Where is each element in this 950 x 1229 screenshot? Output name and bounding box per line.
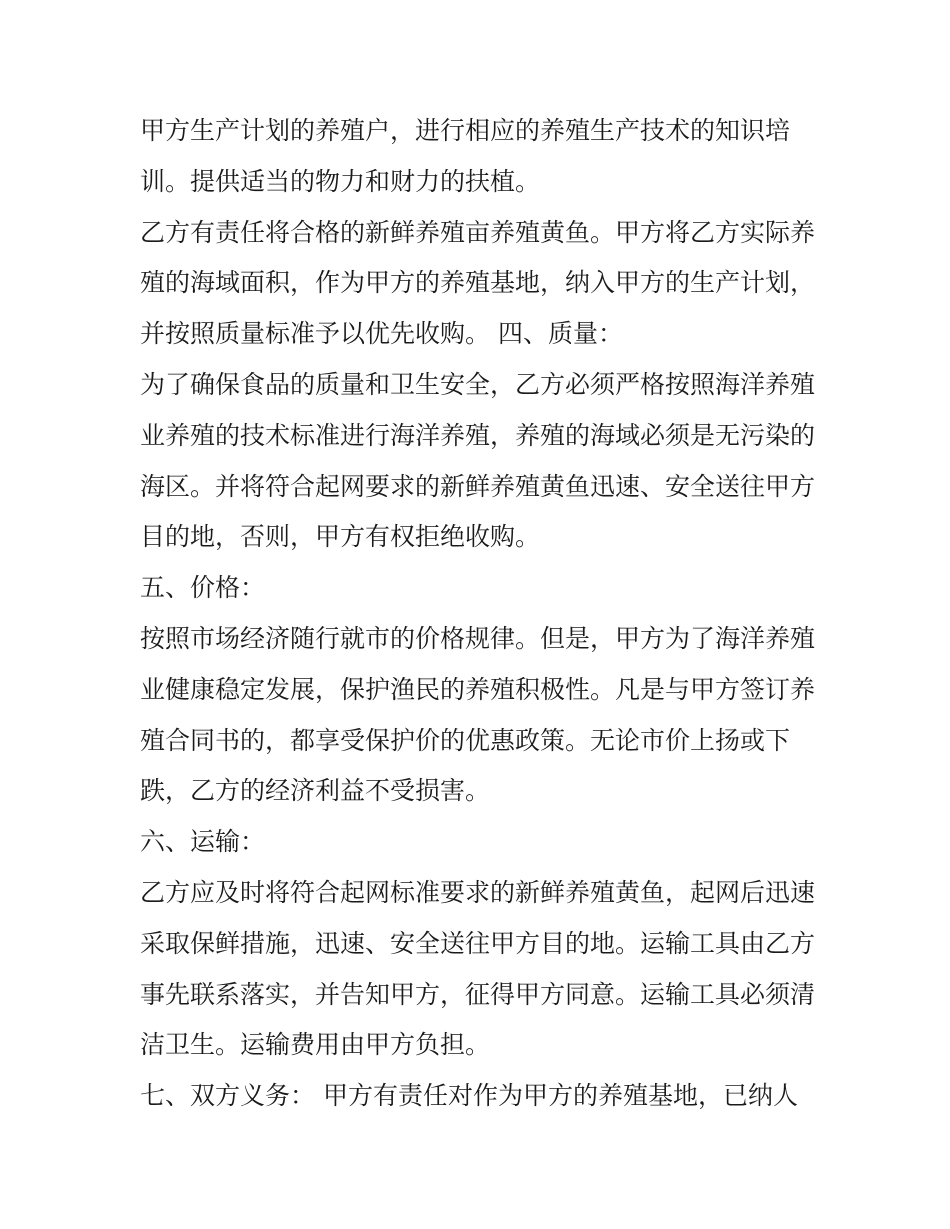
text-line-9: 目的地，否则，甲方有权拒绝收购。 — [140, 522, 541, 552]
text-line-18: 事先联系落实，并告知甲方，征得甲方同意。运输工具必须清 — [140, 979, 816, 1009]
text-line-6: 为了确保食品的质量和卫生安全，乙方必须严格按照海洋养殖 — [140, 369, 816, 399]
text-line-8: 海区。并将符合起网要求的新鲜养殖黄鱼迅速、安全送往甲方 — [140, 471, 816, 501]
text-line-17: 采取保鲜措施，迅速、安全送往甲方目的地。运输工具由乙方 — [140, 928, 816, 958]
text-line-13: 殖合同书的，都享受保护价的优惠政策。无论市价上扬或下 — [140, 725, 791, 755]
section-heading-transport: 六、运输： — [140, 827, 266, 857]
contract-text-body — [140, 106, 820, 1122]
text-line-7: 业养殖的技术标准进行海洋养殖，养殖的海域必须是无污染的 — [140, 420, 816, 450]
text-line-20: 七、双方义务： 甲方有责任对作为甲方的养殖基地，已纳人 — [140, 1081, 798, 1111]
section-heading-price: 五、价格： — [140, 573, 266, 603]
text-line-12: 业健康稳定发展，保护渔民的养殖积极性。凡是与甲方签订养 — [140, 674, 816, 704]
text-line-11: 按照市场经济随行就市的价格规律。但是，甲方为了海洋养殖 — [140, 623, 816, 653]
text-line-5: 并按照质量标准予以优先收购。 四、质量： — [140, 319, 623, 349]
text-line-4: 殖的海域面积，作为甲方的养殖基地，纳入甲方的生产计划， — [140, 268, 816, 298]
text-line-3: 乙方有责任将合格的新鲜养殖亩养殖黄鱼。甲方将乙方实际养 — [140, 217, 816, 247]
text-line-14: 跌，乙方的经济利益不受损害。 — [140, 776, 491, 806]
text-line-16: 乙方应及时将符合起网标准要求的新鲜养殖黄鱼，起网后迅速 — [140, 877, 816, 907]
text-line-19: 洁卫生。运输费用由甲方负担。 — [140, 1030, 491, 1060]
text-line-1: 甲方生产计划的养殖户，进行相应的养殖生产技术的知识培 — [140, 116, 791, 145]
text-line-2: 训。提供适当的物力和财力的扶植。 — [140, 166, 541, 196]
